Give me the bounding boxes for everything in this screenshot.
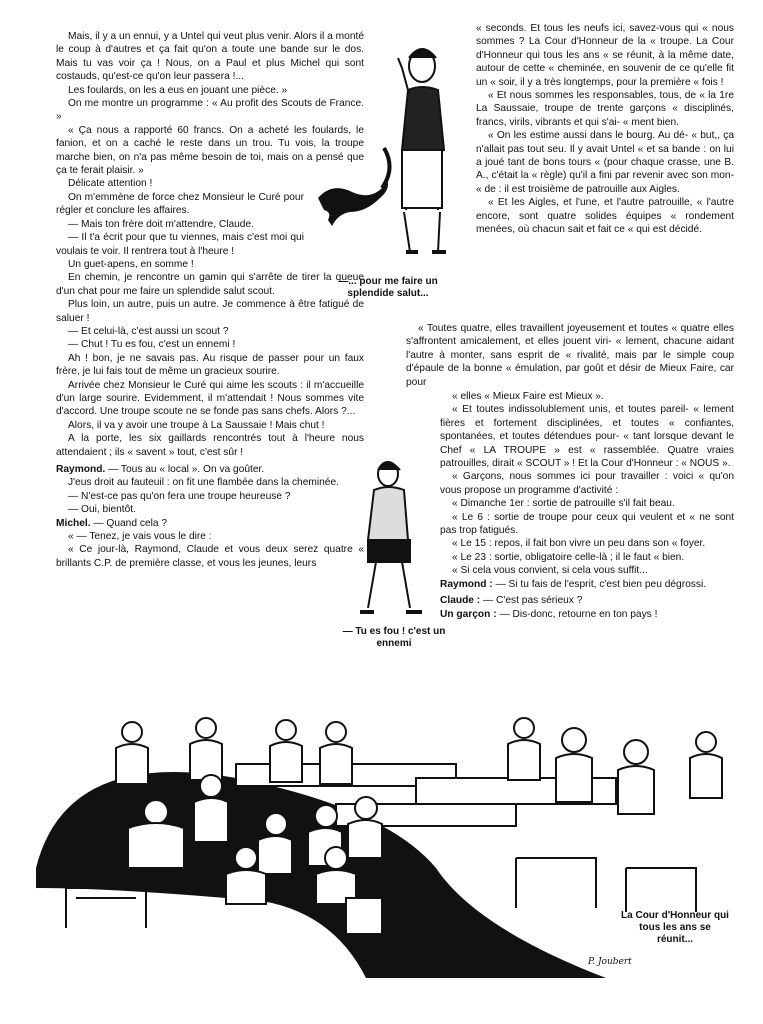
right-column-narrow bbox=[440, 390, 734, 621]
dialogue-line: J'eus droit au fauteuil : on fit une flambée dans la cheminée. bbox=[68, 477, 339, 489]
dialogue-line: — N'est-ce pas qu'on fera une troupe heureuse ? bbox=[68, 490, 291, 502]
dialogue-line: — Oui, bientôt. bbox=[68, 504, 136, 516]
paragraph: « Le 15 : repos, il fait bon vivre un peu dans son « foyer. bbox=[452, 538, 706, 550]
dialogue-line: Un garçon : — Dis-donc, retourne en ton pays ! bbox=[440, 608, 658, 620]
paragraph: Alors, il va y avoir une troupe à La Saussaie ! Mais chut ! bbox=[68, 419, 325, 431]
paragraph: En chemin, je rencontre un gamin qui s'arrête de tirer la queue d'un chat pour me faire un splendide salut scout. bbox=[56, 272, 364, 297]
paragraph: Un guet-apens, en somme ! bbox=[68, 258, 194, 270]
paragraph: « Et les Aigles, et l'une, et l'autre patrouille, « l'autre encore, sont quatre solides équipes « rondement menées, où chacun sait et fait ce « qui est décidé. bbox=[476, 197, 734, 236]
boy-saluting-illustration bbox=[312, 36, 462, 266]
dialogue-line: Raymond. — Tous au « local ». On va goûter. bbox=[56, 464, 265, 475]
paragraph: « Ça nous a rapporté 60 francs. On a acheté les foulards, le fanion, et on a caché le reste dans un trou. Tu vois, la troupe marche bien, on n'a pas même besoin de toi, mais on a pensé que ça te ferait plaisir. » bbox=[56, 124, 364, 177]
illustrator-signature: P. Joubert bbox=[588, 957, 632, 967]
dialogue-line: Michel. — Quand cela ? bbox=[56, 517, 167, 529]
paragraph: « Dimanche 1er : sortie de patrouille s'il fait beau. bbox=[452, 498, 675, 510]
paragraph: « Toutes quatre, elles travaillent joyeusement et toutes « quatre elles s'affrontent amicalement, et elles jouent viri- « lement, chacune aidant l'autre à monter, sans esprit de « rivalité, mais par le simple coup d'épaule de la bonne « émulation, par goût et désir de Mieux Faire, car pour bbox=[406, 323, 734, 388]
paragraph: Mais, il y a un ennui, y a Untel qui veut plus venir. Alors il a monté le coup à d'autres et ça fait qu'on a toute une bande sur le dos. Mais tu vas voir ça ! Nous, on a Paul et plus Michel qui sont costauds, qu'est-ce qu'on leur passera !... bbox=[56, 31, 364, 83]
paragraph: — Chut ! Tu es fou, c'est un ennemi ! bbox=[68, 339, 236, 351]
paragraph: Ah ! bon, je ne savais pas. Au risque de passer pour un faux frère, je lui fais tout de même un gracieux sourire. bbox=[56, 352, 364, 378]
caption-ennemi: — Tu es fou ! c'est un ennemi bbox=[342, 626, 446, 649]
right-column-wide bbox=[406, 322, 734, 389]
paragraph: « elles « Mieux Faire est Mieux ». bbox=[452, 391, 604, 402]
caption-salut: —... pour me faire un splendide salut... bbox=[338, 276, 438, 299]
paragraph: « Le 23 : sortie, obligatoire celle-là ; il le faut « bien. bbox=[452, 551, 685, 563]
boy-standing-illustration bbox=[344, 460, 434, 620]
paragraph: Arrivée chez Monsieur le Curé qui aime les scouts : il m'accueille d'un large sourire. Evidemment, il m'attendait ! Nous sommes vite d'accord. Une troupe scoute ne se fonde pas sans chefs. Alors ?... bbox=[56, 379, 364, 418]
paragraph: « Si cela vous convient, si cela vous suffit... bbox=[452, 565, 648, 577]
paragraph: « Et nous sommes les responsables, tous, de « la 1re La Saussaie, troupe de trente garçons « disciplinés, francs, virils, vibrants et qui s'ai- « ment bien. bbox=[476, 90, 734, 128]
paragraph: Plus loin, un autre, puis un autre. Je commence à être fatigué de saluer ! bbox=[56, 299, 364, 324]
paragraph: — Mais ton frère doit m'attendre, Claude. bbox=[68, 218, 254, 230]
paragraph: « Garçons, nous sommes ici pour travailler : voici « qu'on vous propose un programme d'activité : bbox=[440, 471, 734, 496]
dialogue-line: « Ce jour-là, Raymond, Claude et vous deux serez quatre « brillants C.P. de première classe, et vous les jeunes, leurs bbox=[56, 544, 364, 569]
paragraph: Délicate attention ! bbox=[68, 178, 153, 190]
paragraph: « On les estime aussi dans le bourg. Au dé- « but,, ça n'allait pas tout seu. Il y avait Untel « et sa bande : on lui a joué tant de bons tours « (pour chaque crasse, une B. A., c'était la « règle) qu'il a fini par revenir avec son mon- « de : il est troisième de patrouille aux Aigles. bbox=[476, 130, 734, 195]
paragraph: « Et toutes indissolublement unis, et toutes pareil- « lement fières et fortement disciplinées, et toutes « confiantes, spontanées, et toutes détendues pour- « tant lorsque devant le Chef « LA TROUPE » est « rassemblée. Quatre vraies patrouilles, dirait « SCOUT » ! Et la Cour d'Honneur : « NOUS ». bbox=[440, 404, 734, 470]
paragraph: Les foulards, on les a eus en jouant une pièce. » bbox=[68, 84, 288, 96]
dialogue-line: « — Tenez, je vais vous le dire : bbox=[68, 531, 212, 543]
paragraph: On m'emmène de force chez Monsieur le Curé pour régler et conclure les affaires. bbox=[56, 191, 304, 217]
paragraph: On me montre un programme : « Au profit des Scouts de France. » bbox=[56, 98, 364, 123]
paragraph: A la porte, les six gaillards rencontrés tout à l'heure nous attendaient ; ils « savent » tout, c'est sûr ! bbox=[56, 433, 364, 458]
paragraph: « seconds. Et tous les neufs ici, savez-vous qui « nous sommes ? La Cour d'Honneur de la « troupe. La Cour d'Honneur qui tous les ans « se réunit, à la même date, autour de cette « cheminée, en souvenir de ce qu'elle fit un « soir, il y a très longtemps, pour la première « fois ! bbox=[476, 23, 734, 88]
dialogue-line: Raymond : — Si tu fais de l'esprit, c'est bien peu dégrossi. bbox=[440, 578, 707, 590]
paragraph: — Et celui-là, c'est aussi un scout ? bbox=[68, 325, 229, 337]
paragraph: — Il t'a écrit pour que tu viennes, mais c'est moi qui voulais te voir. Il rentrera tout à l'heure ! bbox=[56, 232, 304, 257]
dialogue-line: Claude : — C'est pas sérieux ? bbox=[440, 595, 583, 607]
paragraph: « Le 6 : sortie de troupe pour ceux qui veulent et « ne sont pas trop fatigués. bbox=[440, 511, 734, 537]
right-column-top bbox=[476, 22, 734, 237]
caption-cour-honneur: La Cour d'Honneur qui tous les ans se réunit... bbox=[621, 910, 729, 945]
